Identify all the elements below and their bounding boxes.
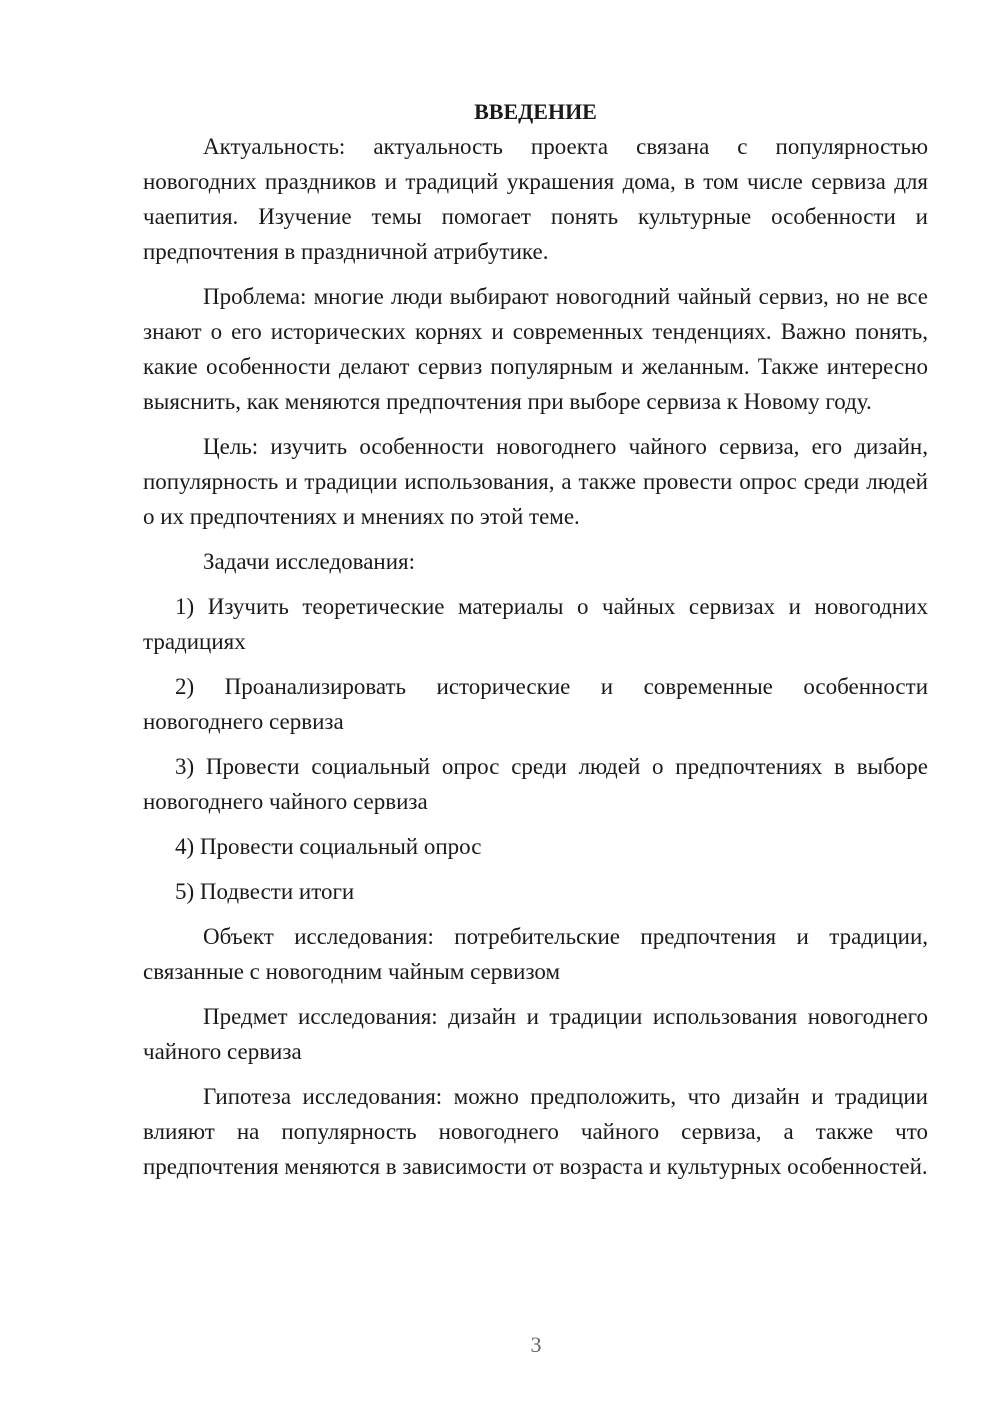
page-number: 3 bbox=[530, 1332, 542, 1357]
task-item-3: 3) Провести социальный опрос среди людей о предпочтениях в выборе новогоднего чайного сервиза bbox=[143, 754, 928, 814]
tasks-heading: Задачи исследования: bbox=[203, 549, 416, 574]
problem-paragraph: Проблема: многие люди выбирают новогодний чайный сервиз, но не все знают о его исторических корнях и современных тенденциях. Важно понять, какие особенности делают сервиз популярным и желанным. Также интересно выяснить, как меняются предпочтения при выборе сервиза к Новому году. bbox=[143, 284, 928, 414]
page-title: ВВЕДЕНИЕ bbox=[474, 99, 597, 124]
task-item-1: 1) Изучить теоретические материалы о чайных сервизах и новогодних традициях bbox=[143, 594, 928, 654]
task-item-2: 2) Проанализировать исторические и современные особенности новогоднего сервиза bbox=[143, 674, 928, 734]
task-item-4: 4) Провести социальный опрос bbox=[175, 834, 482, 859]
document-body bbox=[143, 94, 928, 1194]
goal-paragraph: Цель: изучить особенности новогоднего чайного сервиза, его дизайн, популярность и традиции использования, а также провести опрос среди людей о их предпочтениях и мнениях по этой теме. bbox=[143, 434, 928, 529]
relevance-paragraph: Актуальность: актуальность проекта связана с популярностью новогодних праздников и традиций украшения дома, в том числе сервиза для чаепития. Изучение темы помогает понять культурные особенности и предпочтения в праздничной атрибутике. bbox=[143, 134, 928, 264]
hypothesis-paragraph: Гипотеза исследования: можно предположить, что дизайн и традиции влияют на популярность новогоднего чайного сервиза, а также что предпочтения меняются в зависимости от возраста и культурных особенностей. bbox=[143, 1084, 928, 1179]
object-paragraph: Объект исследования: потребительские предпочтения и традиции, связанные с новогодним чайным сервизом bbox=[143, 924, 928, 984]
task-item-5: 5) Подвести итоги bbox=[175, 879, 355, 904]
heading-wrapper bbox=[143, 94, 928, 129]
subject-paragraph: Предмет исследования: дизайн и традиции использования новогоднего чайного сервиза bbox=[143, 1004, 928, 1064]
